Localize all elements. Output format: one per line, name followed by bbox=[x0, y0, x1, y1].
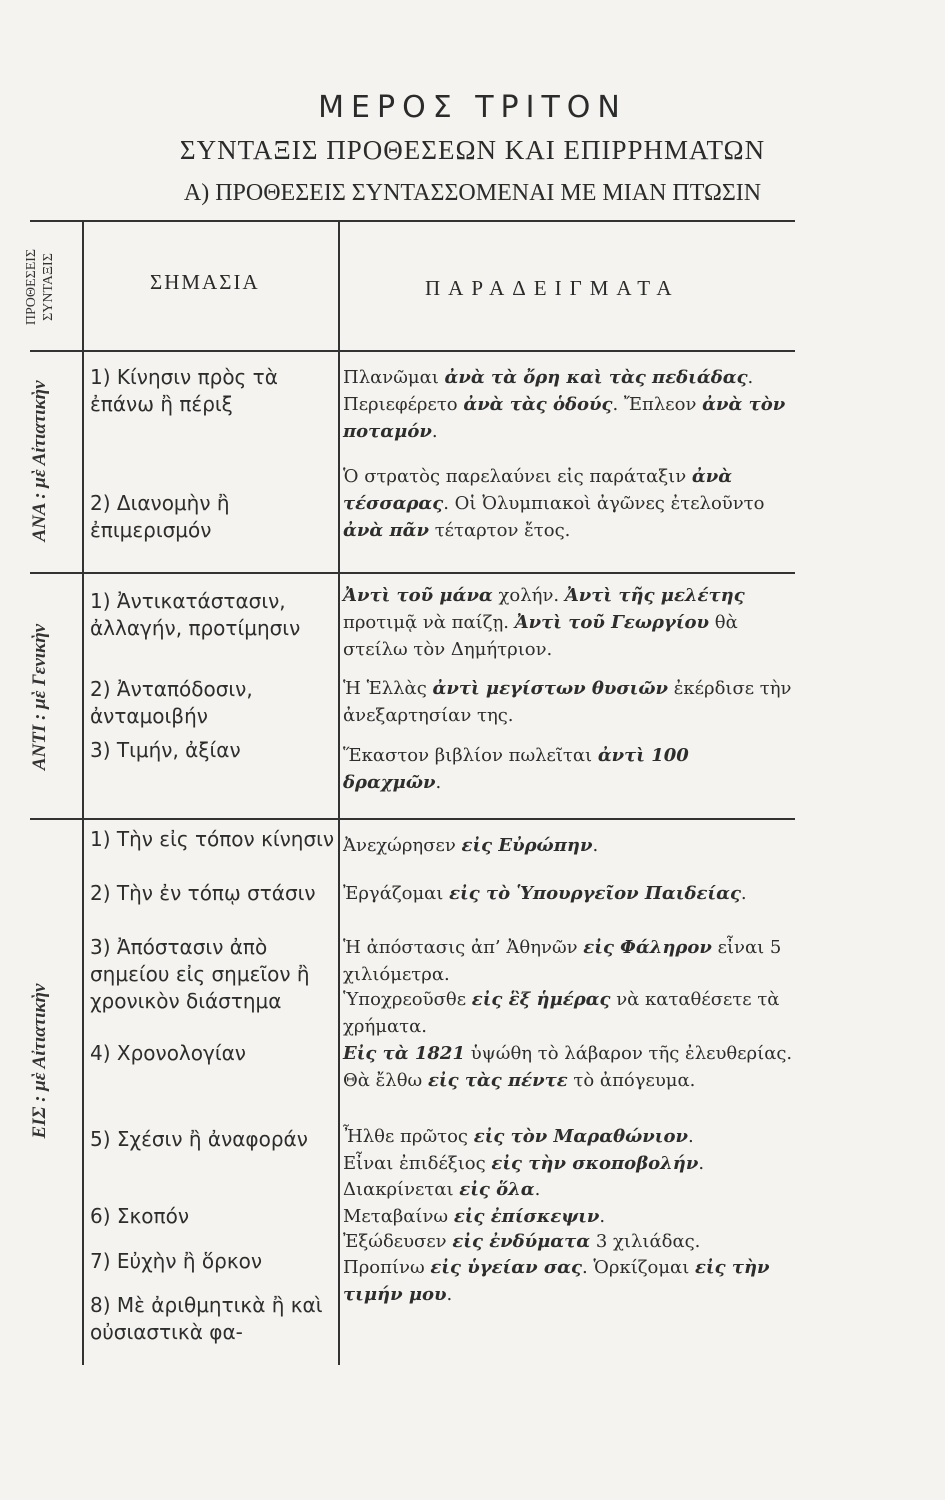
example-highlight: Ἀντὶ τοῦ Γεωργίου bbox=[514, 612, 710, 633]
example-highlight: ἀνὰ πᾶν bbox=[343, 520, 429, 541]
meaning-ana-1: 1) Κίνησιν πρὸς τὰ ἐπάνω ἢ πέριξ bbox=[90, 365, 278, 416]
example-text: . bbox=[740, 883, 747, 904]
examples-eis-5 bbox=[343, 1040, 793, 1094]
example-highlight: εἰς τὸ Ὑπουργεῖον Παιδείας bbox=[449, 883, 741, 904]
example-text: . bbox=[698, 1153, 705, 1174]
example-text: Ἐξώδευσεν bbox=[343, 1231, 453, 1252]
examples-eis-3 bbox=[343, 934, 793, 988]
column-divider-left bbox=[82, 220, 84, 1365]
row-divider-ana bbox=[30, 572, 795, 574]
examples-eis-7 bbox=[343, 1150, 793, 1177]
row-label-anti: ΑΝΤΙ : μὲ Γενικὴν bbox=[29, 623, 50, 771]
examples-ana-1 bbox=[343, 364, 793, 445]
example-highlight: ἀντὶ μεγίστων θυσιῶν bbox=[432, 678, 669, 699]
example-text: Ἕκαστον βιβλίον πωλεῖται bbox=[343, 745, 598, 766]
example-text: Ἡ Ἑλλὰς bbox=[343, 678, 433, 699]
table-top-rule bbox=[30, 220, 795, 222]
example-text: θὰ στείλω τὸν Δημήτριον. bbox=[343, 612, 738, 660]
meaning-anti-1: 1) Ἀντικατάστασιν, ἀλλαγήν, προτίμησιν bbox=[90, 589, 301, 640]
example-text: . bbox=[435, 772, 442, 793]
example-highlight: εἰς ὅλα bbox=[459, 1179, 535, 1200]
example-text: . bbox=[687, 1126, 694, 1147]
example-text: Ὁ στρατὸς παρελαύνει εἰς παράταξιν bbox=[343, 466, 692, 487]
meaning-eis-8: 8) Μὲ ἀριθμητικὰ ἢ καὶ οὐσιαστικὰ φα- bbox=[90, 1293, 323, 1344]
examples-eis-8 bbox=[343, 1176, 793, 1203]
examples-anti-2 bbox=[343, 675, 793, 729]
example-highlight: Εἰς τὰ 1821 bbox=[343, 1043, 465, 1064]
meaning-eis-5: 5) Σχέσιν ἢ ἀναφοράν bbox=[90, 1127, 308, 1151]
example-highlight: εἰς Φάληρον bbox=[583, 937, 712, 958]
example-text: Μεταβαίνω bbox=[343, 1206, 454, 1227]
example-highlight: ἀνὰ τὸν ποταμόν bbox=[343, 394, 786, 442]
header-side-line-2: ΣΥΝΤΑΞΙΣ bbox=[41, 253, 56, 321]
example-text: Προπίνω bbox=[343, 1257, 431, 1278]
example-highlight: ἀνὰ τὰ ὄρη καὶ τὰς πεδιάδας bbox=[444, 367, 748, 388]
example-text: Ἀνεχώρησεν bbox=[343, 835, 462, 856]
examples-eis-10 bbox=[343, 1228, 793, 1255]
example-text: Διακρίνεται bbox=[343, 1179, 460, 1200]
example-text: . Οἱ Ὀλυμπιακοὶ ἀγῶνες ἐτελοῦντο bbox=[443, 493, 765, 514]
examples-eis-6 bbox=[343, 1123, 793, 1150]
row-divider-anti bbox=[30, 818, 795, 820]
example-text: ἐκέρδισε τὴν ἀνεξαρτησίαν της. bbox=[343, 678, 792, 726]
example-text: εἶναι 5 χιλιόμετρα. bbox=[343, 937, 782, 985]
example-text: χολήν. bbox=[492, 585, 565, 606]
examples-anti-1 bbox=[343, 582, 793, 663]
page-title: ΜΕΡΟΣ ΤΡΙΤΟΝ bbox=[318, 90, 627, 125]
example-highlight: εἰς Εὐρώπην bbox=[461, 835, 593, 856]
example-text: Ἐργάζομαι bbox=[343, 883, 450, 904]
examples-ana-2 bbox=[343, 463, 793, 544]
example-text: τέταρτον ἔτος. bbox=[428, 520, 571, 541]
example-text: 3 χιλιάδας. bbox=[590, 1231, 701, 1252]
example-highlight: ἀνὰ τὰς ὁδούς bbox=[463, 394, 613, 415]
examples-eis-1 bbox=[343, 832, 793, 859]
example-text: Ἡ ἀπόστασις ἀπ’ Ἀθηνῶν bbox=[343, 937, 584, 958]
example-highlight: εἰς τὴν σκοποβολήν bbox=[491, 1153, 699, 1174]
header-side-line-1: ΠΡΟΘΕΣΕΙΣ bbox=[24, 248, 39, 326]
example-highlight: εἰς ὑγείαν σας bbox=[430, 1257, 582, 1278]
example-text: τὸ ἀπόγευμα. bbox=[567, 1070, 696, 1091]
header-side bbox=[23, 242, 57, 332]
example-text: Πλανῶμαι bbox=[343, 367, 445, 388]
example-text: ὑψώθη τὸ λάβαρον τῆς ἐλευθερίας. Θὰ ἔλθω bbox=[343, 1043, 793, 1091]
examples-eis-11 bbox=[343, 1254, 793, 1308]
examples-eis-2 bbox=[343, 880, 793, 907]
example-text: Ἦλθε πρῶτος bbox=[343, 1126, 474, 1147]
example-text: . bbox=[592, 835, 599, 856]
column-divider-middle bbox=[338, 220, 340, 1365]
example-highlight: ἀνὰ τέσσαρας bbox=[343, 466, 733, 514]
header-meaning: ΣΗΜΑΣΙΑ bbox=[150, 270, 260, 294]
meaning-eis-1: 1) Τὴν εἰς τόπον κίνησιν bbox=[90, 827, 335, 851]
meaning-anti-3: 3) Τιμήν, ἀξίαν bbox=[90, 738, 241, 762]
example-text: Ὑποχρεοῦσθε bbox=[343, 989, 472, 1010]
examples-anti-3 bbox=[343, 742, 793, 796]
example-text: . Ὁρκίζομαι bbox=[581, 1257, 695, 1278]
example-text: . Περιεφέρετο bbox=[343, 367, 754, 415]
example-text: προτιμᾷ νὰ παίζῃ. bbox=[343, 612, 515, 633]
example-highlight: εἰς ἐπίσκεψιν bbox=[453, 1206, 600, 1227]
example-highlight: ἀντὶ 100 δραχμῶν bbox=[343, 745, 689, 793]
examples-eis-9 bbox=[343, 1203, 793, 1230]
example-text: Εἶναι ἐπιδέξιος bbox=[343, 1153, 492, 1174]
meaning-eis-6: 6) Σκοπόν bbox=[90, 1204, 189, 1228]
examples-eis-4 bbox=[343, 986, 793, 1040]
meaning-eis-7: 7) Εὐχὴν ἢ ὅρκον bbox=[90, 1249, 263, 1273]
meaning-eis-2: 2) Τὴν ἐν τόπῳ στάσιν bbox=[90, 881, 316, 905]
section-heading: Α) ΠΡΟΘΕΣΕΙΣ ΣΥΝΤΑΣΣΟΜΕΝΑΙ ΜΕ ΜΙΑΝ ΠΤΩΣΙΝ bbox=[183, 180, 762, 206]
meaning-ana-2: 2) Διανομὴν ἢ ἐπιμερισμόν bbox=[90, 491, 230, 542]
example-highlight: εἰς ἐνδύματα bbox=[452, 1231, 591, 1252]
meaning-anti-2: 2) Ἀνταπόδοσιν, ἀνταμοιβήν bbox=[90, 677, 253, 728]
row-label-eis: ΕΙΣ : μὲ Αἰτιατικὴν bbox=[29, 983, 50, 1139]
example-highlight: εἰς ἓξ ἡμέρας bbox=[471, 989, 611, 1010]
meaning-eis-3: 3) Ἀπόστασιν ἀπὸ σημείου εἰς σημεῖον ἢ χρονικὸν διάστημα bbox=[90, 935, 310, 1013]
row-label-ana: ΑΝΑ : μὲ Αἰτιατικὴν bbox=[29, 380, 50, 542]
example-highlight: εἰς τὰς πέντε bbox=[427, 1070, 568, 1091]
example-text: . Ἔπλεον bbox=[612, 394, 703, 415]
header-rule bbox=[30, 350, 795, 352]
example-text: . bbox=[599, 1206, 606, 1227]
example-highlight: Ἀντὶ τοῦ μάνα bbox=[343, 585, 493, 606]
example-text: . bbox=[431, 421, 438, 442]
page-subtitle: ΣΥΝΤΑΞΙΣ ΠΡΟΘΕΣΕΩΝ ΚΑΙ ΕΠΙΡΡΗΜΑΤΩΝ bbox=[179, 135, 766, 165]
example-text: νὰ καταθέσετε τὰ χρήματα. bbox=[343, 989, 780, 1037]
meaning-eis-4: 4) Χρονολογίαν bbox=[90, 1041, 246, 1065]
example-highlight: εἰς τὸν Μαραθώνιον bbox=[473, 1126, 688, 1147]
example-highlight: Ἀντὶ τῆς μελέτης bbox=[564, 585, 745, 606]
example-text: . bbox=[534, 1179, 541, 1200]
example-highlight: εἰς τὴν τιμήν μου bbox=[343, 1257, 770, 1305]
header-examples: ΠΑΡΑΔΕΙΓΜΑΤΑ bbox=[425, 276, 680, 300]
example-text: . bbox=[446, 1284, 453, 1305]
